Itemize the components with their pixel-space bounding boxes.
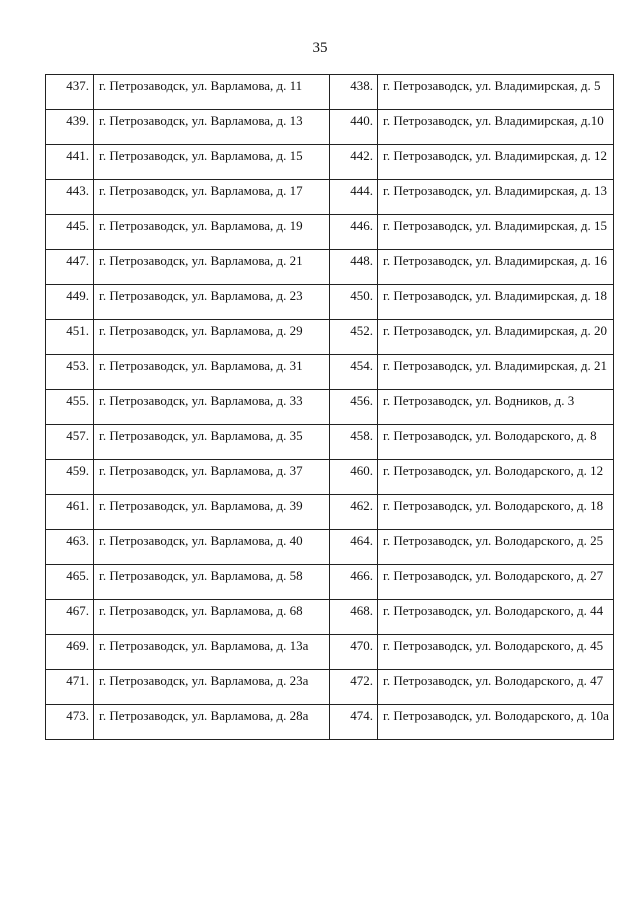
row-number: 470. <box>330 635 378 670</box>
table-row <box>46 635 614 670</box>
table-row <box>46 425 614 460</box>
table-row <box>46 460 614 495</box>
address-cell: г. Петрозаводск, ул. Варламова, д. 29 <box>94 320 330 355</box>
table-row <box>46 530 614 565</box>
row-number: 474. <box>330 705 378 740</box>
row-number: 438. <box>330 75 378 110</box>
address-cell: г. Петрозаводск, ул. Владимирская, д. 18 <box>378 285 614 320</box>
row-number: 446. <box>330 215 378 250</box>
table-row <box>46 705 614 740</box>
address-cell: г. Петрозаводск, ул. Володарского, д. 8 <box>378 425 614 460</box>
row-number: 467. <box>46 600 94 635</box>
row-number: 444. <box>330 180 378 215</box>
row-number: 449. <box>46 285 94 320</box>
row-number: 459. <box>46 460 94 495</box>
table-row <box>46 600 614 635</box>
address-cell: г. Петрозаводск, ул. Варламова, д. 13 <box>94 110 330 145</box>
table-row <box>46 110 614 145</box>
address-cell: г. Петрозаводск, ул. Варламова, д. 31 <box>94 355 330 390</box>
row-number: 443. <box>46 180 94 215</box>
address-cell: г. Петрозаводск, ул. Варламова, д. 19 <box>94 215 330 250</box>
address-cell: г. Петрозаводск, ул. Володарского, д. 27 <box>378 565 614 600</box>
address-cell: г. Петрозаводск, ул. Варламова, д. 40 <box>94 530 330 565</box>
row-number: 437. <box>46 75 94 110</box>
row-number: 466. <box>330 565 378 600</box>
table-row <box>46 75 614 110</box>
address-cell: г. Петрозаводск, ул. Варламова, д. 23а <box>94 670 330 705</box>
table-row <box>46 180 614 215</box>
row-number: 453. <box>46 355 94 390</box>
table-row <box>46 495 614 530</box>
row-number: 471. <box>46 670 94 705</box>
row-number: 461. <box>46 495 94 530</box>
address-cell: г. Петрозаводск, ул. Владимирская, д. 12 <box>378 145 614 180</box>
row-number: 448. <box>330 250 378 285</box>
address-cell: г. Петрозаводск, ул. Владимирская, д. 13 <box>378 180 614 215</box>
row-number: 455. <box>46 390 94 425</box>
table-row <box>46 390 614 425</box>
address-cell: г. Петрозаводск, ул. Варламова, д. 15 <box>94 145 330 180</box>
address-cell: г. Петрозаводск, ул. Варламова, д. 35 <box>94 425 330 460</box>
address-cell: г. Петрозаводск, ул. Володарского, д. 25 <box>378 530 614 565</box>
table-row <box>46 215 614 250</box>
address-cell: г. Петрозаводск, ул. Варламова, д. 13а <box>94 635 330 670</box>
address-cell: г. Петрозаводск, ул. Владимирская, д. 5 <box>378 75 614 110</box>
address-cell: г. Петрозаводск, ул. Володарского, д. 12 <box>378 460 614 495</box>
address-cell: г. Петрозаводск, ул. Варламова, д. 17 <box>94 180 330 215</box>
address-cell: г. Петрозаводск, ул. Владимирская, д. 16 <box>378 250 614 285</box>
row-number: 442. <box>330 145 378 180</box>
row-number: 457. <box>46 425 94 460</box>
address-cell: г. Петрозаводск, ул. Варламова, д. 37 <box>94 460 330 495</box>
address-cell: г. Петрозаводск, ул. Варламова, д. 11 <box>94 75 330 110</box>
address-cell: г. Петрозаводск, ул. Владимирская, д.10 <box>378 110 614 145</box>
address-cell: г. Петрозаводск, ул. Варламова, д. 58 <box>94 565 330 600</box>
row-number: 462. <box>330 495 378 530</box>
address-cell: г. Петрозаводск, ул. Владимирская, д. 15 <box>378 215 614 250</box>
row-number: 468. <box>330 600 378 635</box>
address-cell: г. Петрозаводск, ул. Владимирская, д. 20 <box>378 320 614 355</box>
row-number: 447. <box>46 250 94 285</box>
page-number: 35 <box>312 40 328 56</box>
row-number: 441. <box>46 145 94 180</box>
address-cell: г. Петрозаводск, ул. Варламова, д. 21 <box>94 250 330 285</box>
address-cell: г. Петрозаводск, ул. Володарского, д. 10а <box>378 705 614 740</box>
row-number: 440. <box>330 110 378 145</box>
row-number: 469. <box>46 635 94 670</box>
row-number: 464. <box>330 530 378 565</box>
row-number: 472. <box>330 670 378 705</box>
table-row <box>46 285 614 320</box>
row-number: 452. <box>330 320 378 355</box>
address-cell: г. Петрозаводск, ул. Варламова, д. 33 <box>94 390 330 425</box>
address-cell: г. Петрозаводск, ул. Варламова, д. 39 <box>94 495 330 530</box>
table-row <box>46 250 614 285</box>
address-cell: г. Петрозаводск, ул. Володарского, д. 44 <box>378 600 614 635</box>
address-table-body <box>46 75 614 740</box>
table-row <box>46 670 614 705</box>
row-number: 458. <box>330 425 378 460</box>
row-number: 465. <box>46 565 94 600</box>
row-number: 439. <box>46 110 94 145</box>
address-cell: г. Петрозаводск, ул. Варламова, д. 23 <box>94 285 330 320</box>
address-cell: г. Петрозаводск, ул. Володарского, д. 47 <box>378 670 614 705</box>
table-row <box>46 320 614 355</box>
row-number: 451. <box>46 320 94 355</box>
address-table <box>45 74 614 740</box>
address-cell: г. Петрозаводск, ул. Водников, д. 3 <box>378 390 614 425</box>
address-cell: г. Петрозаводск, ул. Володарского, д. 18 <box>378 495 614 530</box>
table-row <box>46 355 614 390</box>
row-number: 450. <box>330 285 378 320</box>
address-cell: г. Петрозаводск, ул. Варламова, д. 68 <box>94 600 330 635</box>
address-cell: г. Петрозаводск, ул. Варламова, д. 28а <box>94 705 330 740</box>
row-number: 445. <box>46 215 94 250</box>
address-cell: г. Петрозаводск, ул. Володарского, д. 45 <box>378 635 614 670</box>
table-row <box>46 565 614 600</box>
table-row <box>46 145 614 180</box>
address-cell: г. Петрозаводск, ул. Владимирская, д. 21 <box>378 355 614 390</box>
row-number: 463. <box>46 530 94 565</box>
row-number: 454. <box>330 355 378 390</box>
row-number: 460. <box>330 460 378 495</box>
row-number: 456. <box>330 390 378 425</box>
row-number: 473. <box>46 705 94 740</box>
